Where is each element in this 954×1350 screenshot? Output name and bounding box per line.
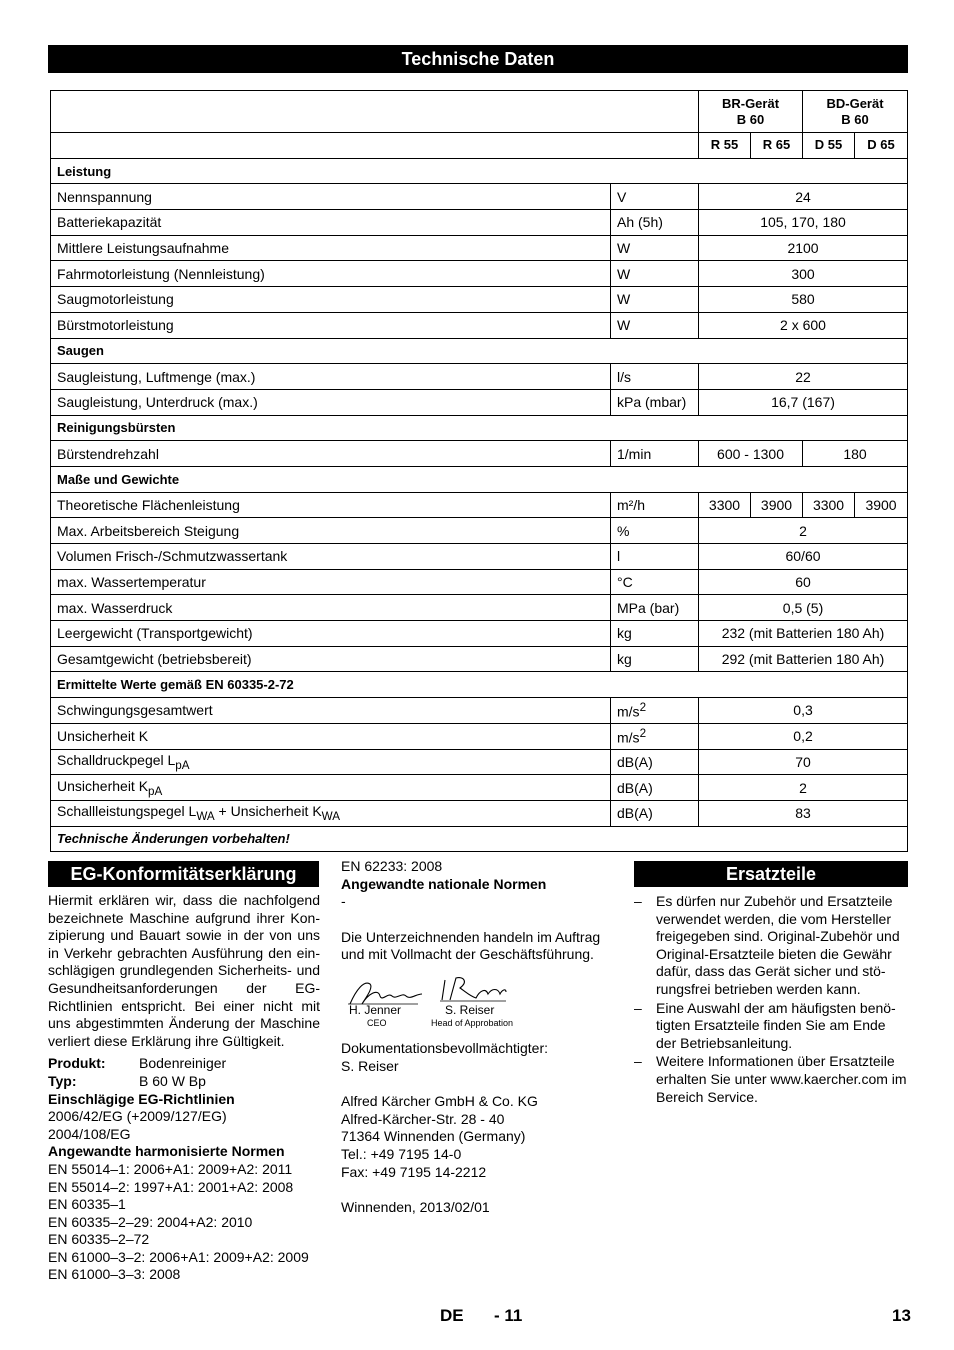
header-group-bd-line2: B 60 xyxy=(841,111,869,127)
row-value: 60 xyxy=(699,569,908,595)
table-footer-row xyxy=(51,826,908,852)
national-heading: Angewandte nationale Normen xyxy=(341,875,547,892)
company-name: Alfred Kärcher GmbH & Co. KG xyxy=(341,1093,538,1110)
row-value: 3900 xyxy=(855,492,908,518)
unit-superscript: 2 xyxy=(639,726,647,740)
footer-language: DE xyxy=(440,1306,464,1325)
table-row xyxy=(51,518,908,544)
section-row xyxy=(51,338,908,364)
row-label: max. Wassertemperatur xyxy=(51,569,611,595)
signer2-role: Head of Approbation xyxy=(431,1018,514,1028)
row-unit: kg xyxy=(611,621,699,647)
table-header-row xyxy=(51,91,908,133)
row-label: Saugleistung, Unterdruck (max.) xyxy=(51,389,611,415)
list-item xyxy=(634,893,908,999)
harmonised-heading: Angewandte harmonisierte Normen xyxy=(48,1143,285,1160)
product-label: Produkt: xyxy=(48,1055,106,1072)
row-value: 83 xyxy=(699,800,908,826)
directive-item: 2004/108/EG xyxy=(48,1125,131,1142)
label-subscript: WA xyxy=(321,810,341,824)
header-group-br-line2: B 60 xyxy=(736,111,765,127)
harmonised-item: EN 60335–2–29: 2004+A2: 2010 xyxy=(48,1213,253,1230)
dash-bullet: – xyxy=(634,893,642,909)
footer-page-number: 13 xyxy=(892,1306,911,1325)
type-value: B 60 W Bp xyxy=(139,1072,206,1089)
row-value: 16,7 (167) xyxy=(699,389,908,415)
table-row xyxy=(51,312,908,338)
row-value-bd: 180 xyxy=(803,441,908,467)
row-label: Schwingungsgesamtwert xyxy=(51,698,611,724)
row-label: Theoretische Flächenleistung xyxy=(51,492,611,518)
label-subscript: pA xyxy=(175,758,190,772)
unit-superscript: 2 xyxy=(639,701,647,715)
section-title: Leistung xyxy=(51,158,908,184)
row-value: 2100 xyxy=(699,235,908,261)
table-row xyxy=(51,261,908,287)
type-label: Typ: xyxy=(48,1072,77,1089)
section-row xyxy=(51,672,908,698)
spare-parts-heading: Ersatzteile xyxy=(634,861,908,887)
row-label: Bürstmotorleistung xyxy=(51,312,611,338)
doc-representative-label: Dokumentationsbevollmächtigter: xyxy=(341,1040,548,1056)
header-group-br xyxy=(699,91,803,133)
table-variant-row xyxy=(51,133,908,159)
row-value: 2 xyxy=(699,775,908,801)
row-label: Saugmotorleistung xyxy=(51,287,611,313)
row-value: 232 (mit Batterien 180 Ah) xyxy=(699,621,908,647)
row-unit: W xyxy=(611,312,699,338)
table-row xyxy=(51,749,908,775)
row-unit: l xyxy=(611,544,699,570)
list-item xyxy=(634,1000,908,1053)
table-row xyxy=(51,621,908,647)
header-variant: D 55 xyxy=(803,133,855,159)
header-variant: D 65 xyxy=(855,133,908,159)
section-title: Ermittelte Werte gemäß EN 60335-2-72 xyxy=(51,672,908,698)
row-unit: $m/s^2$ xyxy=(611,723,699,749)
row-value: 0,2 xyxy=(699,723,908,749)
row-label: Schallleistungspegel $L_{WA}$ + Unsicherheit $K_{WA}$ xyxy=(51,800,611,826)
row-value: 300 xyxy=(699,261,908,287)
harmonised-item: EN 61000–3–2: 2006+A1: 2009+A2: 2009 xyxy=(48,1248,309,1265)
table-row xyxy=(51,389,908,415)
row-unit: Ah (5h) xyxy=(611,210,699,236)
signer2-name: S. Reiser xyxy=(445,1003,495,1017)
row-value: 60/60 xyxy=(699,544,908,570)
table-row xyxy=(51,646,908,672)
row-label: Batteriekapazität xyxy=(51,210,611,236)
row-value: 24 xyxy=(699,184,908,210)
list-item-text: Weitere Informationen über Ersatzteile erhalten Sie unter www.kaercher.com im Bereich Service. xyxy=(656,1053,907,1105)
row-unit: W xyxy=(611,261,699,287)
harmonised-item: EN 60335–1 xyxy=(48,1196,126,1213)
list-item-text: Eine Auswahl der am häufigsten benö-tigten Ersatzteile finden Sie am Ende der Betriebsanleitung. xyxy=(656,999,896,1051)
page-title: Technische Daten xyxy=(48,45,908,73)
header-variant: R 55 xyxy=(699,133,751,159)
table-row xyxy=(51,723,908,749)
company-tel: Tel.: +49 7195 14-0 xyxy=(341,1145,462,1162)
harmonised-item: EN 55014–1: 2006+A1: 2009+A2: 2011 xyxy=(48,1160,293,1177)
row-value: 292 (mit Batterien 180 Ah) xyxy=(699,646,908,672)
section-row xyxy=(51,466,908,492)
table-row xyxy=(51,184,908,210)
row-label: Mittlere Leistungsaufnahme xyxy=(51,235,611,261)
header-group-bd xyxy=(803,91,908,133)
row-label: Unsicherheit $K_{pA}$ xyxy=(51,775,611,801)
table-row xyxy=(51,287,908,313)
eg-column-2-contact xyxy=(341,1040,616,1217)
list-item-text: Es dürfen nur Zubehör und Ersatzteile verwendet werden, die vom Hersteller freigegeben sind. Original-Zubehör und Original-Ersatzteile bieten die Gewähr dafür, dass das Gerät sicher und stö-rungsfrei betrieben werden kann. xyxy=(656,893,900,997)
row-value: 3300 xyxy=(699,492,751,518)
section-row xyxy=(51,158,908,184)
row-unit: 1/min xyxy=(611,441,699,467)
company-fax: Fax: +49 7195 14-2212 xyxy=(341,1163,487,1180)
doc-representative-name: S. Reiser xyxy=(341,1057,399,1074)
table-row xyxy=(51,698,908,724)
row-unit: kg xyxy=(611,646,699,672)
footer-local-page: - 11 xyxy=(494,1306,523,1325)
row-label: Saugleistung, Luftmenge (max.) xyxy=(51,364,611,390)
row-unit: dB(A) xyxy=(611,749,699,775)
signer1-name: H. Jenner xyxy=(349,1003,402,1017)
row-value: 580 xyxy=(699,287,908,313)
directive-item: 2006/42/EG (+2009/127/EG) xyxy=(48,1108,227,1125)
row-label: Fahrmotorleistung (Nennleistung) xyxy=(51,261,611,287)
row-unit: W xyxy=(611,287,699,313)
company-city: 71364 Winnenden (Germany) xyxy=(341,1128,526,1145)
row-unit: °C xyxy=(611,569,699,595)
table-row xyxy=(51,210,908,236)
row-value: 22 xyxy=(699,364,908,390)
header-blank xyxy=(51,91,699,133)
header-group-br-line1: BR-Gerät xyxy=(721,95,780,111)
row-label: Gesamtgewicht (betriebsbereit) xyxy=(51,646,611,672)
row-label: Unsicherheit K xyxy=(51,723,611,749)
directives-heading: Einschlägige EG-Richtlinien xyxy=(48,1090,235,1107)
table-row xyxy=(51,569,908,595)
row-label: Volumen Frisch-/Schmutzwassertank xyxy=(51,544,611,570)
row-label: Schalldruckpegel $L_{pA}$ xyxy=(51,749,611,775)
table-row xyxy=(51,364,908,390)
row-value: 0,5 (5) xyxy=(699,595,908,621)
row-unit: m²/h xyxy=(611,492,699,518)
row-value: 70 xyxy=(699,749,908,775)
table-row xyxy=(51,544,908,570)
product-line xyxy=(48,1055,320,1073)
label-subscript: pA xyxy=(148,784,163,798)
harmonised-item: EN 61000–3–3: 2008 xyxy=(48,1266,181,1283)
row-value: 2 xyxy=(699,518,908,544)
harmonised-item: EN 60335–2–72 xyxy=(48,1231,150,1248)
type-line xyxy=(48,1073,320,1091)
header-group-bd-line1: BD-Gerät xyxy=(826,95,884,111)
list-item xyxy=(634,1053,908,1106)
row-label: max. Wasserdruck xyxy=(51,595,611,621)
product-value: Bodenreiniger xyxy=(139,1055,227,1072)
national-value: - xyxy=(341,893,346,910)
row-unit: $m/s^2$ xyxy=(611,698,699,724)
technical-data-table xyxy=(50,90,908,852)
table-row xyxy=(51,775,908,801)
row-label: Nennspannung xyxy=(51,184,611,210)
row-label: Max. Arbeitsbereich Steigung xyxy=(51,518,611,544)
row-label: Leergewicht (Transportgewicht) xyxy=(51,621,611,647)
eg-column-2 xyxy=(341,858,616,964)
row-value: 0,3 xyxy=(699,698,908,724)
row-unit: MPa (bar) xyxy=(611,595,699,621)
table-footnote: Technische Änderungen vorbehalten! xyxy=(51,826,908,852)
row-label: Bürstendrehzahl xyxy=(51,441,611,467)
row-value: 105, 170, 180 xyxy=(699,210,908,236)
header-variant: R 65 xyxy=(751,133,803,159)
harmonised-item: EN 62233: 2008 xyxy=(341,858,443,874)
table-row xyxy=(51,800,908,826)
signers-statement: Die Unterzeichnenden handeln im Auftrag und mit Vollmacht der Geschäftsführung. xyxy=(341,928,601,963)
row-unit: kPa (mbar) xyxy=(611,389,699,415)
dash-bullet: – xyxy=(634,1053,642,1070)
row-unit: V xyxy=(611,184,699,210)
row-unit: dB(A) xyxy=(611,775,699,801)
company-street: Alfred-Kärcher-Str. 28 - 40 xyxy=(341,1110,505,1127)
label-subscript: WA xyxy=(196,810,215,824)
table-row xyxy=(51,492,908,518)
eg-declaration-heading: EG-Konformitätserklärung xyxy=(48,861,319,887)
place-date: Winnenden, 2013/02/01 xyxy=(341,1199,490,1216)
row-value: 2 x 600 xyxy=(699,312,908,338)
section-title: Reinigungsbürsten xyxy=(51,415,908,441)
spare-parts-list xyxy=(634,893,908,1107)
section-row xyxy=(51,415,908,441)
row-unit: l/s xyxy=(611,364,699,390)
signer1-role: CEO xyxy=(367,1018,387,1028)
row-unit: W xyxy=(611,235,699,261)
section-title: Maße und Gewichte xyxy=(51,466,908,492)
row-value: 3900 xyxy=(751,492,803,518)
row-unit: % xyxy=(611,518,699,544)
section-title: Saugen xyxy=(51,338,908,364)
row-value: 3300 xyxy=(803,492,855,518)
row-unit: dB(A) xyxy=(611,800,699,826)
table-row xyxy=(51,441,908,467)
table-row xyxy=(51,595,908,621)
row-value-br: 600 - 1300 xyxy=(699,441,803,467)
table-row xyxy=(51,235,908,261)
eg-column-1 xyxy=(48,892,320,1284)
dash-bullet: – xyxy=(634,999,642,1016)
harmonised-item: EN 55014–2: 1997+A1: 2001+A2: 2008 xyxy=(48,1178,294,1195)
eg-intro: Hiermit erklären wir, dass die nachfolgend bezeichnete Maschine aufgrund ihrer Kon-zipierung und Bauart sowie in der von uns in Verkehr gebrachten Ausführung den ein-schlägigen grundlegenden Sicherheits- und Gesundheitsanforderungen der EG-Richtlinien entspricht. Bei einer nicht mit uns abgestimmten Änderung der Maschine verliert diese Erklärung ihre Gültigkeit. xyxy=(48,892,320,1049)
header-blank xyxy=(51,133,699,159)
